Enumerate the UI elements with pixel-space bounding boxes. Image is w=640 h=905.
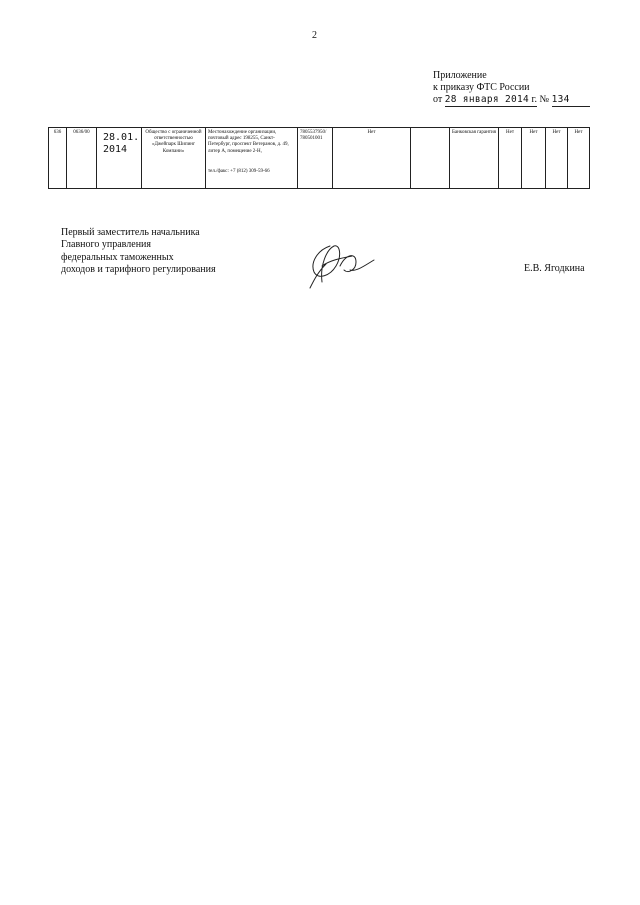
appendix-title: Приложение <box>433 70 487 81</box>
signatory-line-1: Первый заместитель начальника <box>61 227 200 238</box>
cell-organization: Общество с ограниченной ответственностью «Джейпарк Шипинг Компани» <box>145 130 202 154</box>
cell-col10: Нет <box>505 130 514 135</box>
cell-phone: тел./факс: +7 (812) 309-59-66 <box>208 169 270 174</box>
order-date: 28 января 2014 <box>444 94 530 105</box>
signatory-name: Е.В. Ягодкина <box>524 263 585 274</box>
number-label: № <box>539 94 550 105</box>
cell-col11: Нет <box>529 130 538 135</box>
appendix-header <box>433 70 590 107</box>
cell-number: 636 <box>53 130 62 135</box>
cell-date-line1: 28.01. <box>103 132 140 143</box>
cell-address: Местонахождение организации, почтовый адрес 198255, Санкт-Петербург, проспект Ветеранов, д. 49, литер А, помещение 2-Н, <box>208 130 289 154</box>
cell-col7: Нет <box>367 130 376 135</box>
year-suffix: г. <box>531 94 538 105</box>
signatory-line-4: доходов и тарифного регулирования <box>61 264 216 276</box>
cell-registration-number: 0636/00 <box>73 130 90 135</box>
cell-guarantee: Банковская гарантия <box>452 130 496 135</box>
appendix-date-line <box>433 94 590 107</box>
registry-table <box>48 127 590 189</box>
cell-col12: Нет <box>552 130 561 135</box>
cell-col13: Нет <box>574 130 583 135</box>
cell-date <box>103 132 141 156</box>
order-number: 134 <box>551 94 570 105</box>
page-number: 2 <box>312 30 317 41</box>
handwritten-signature <box>300 236 380 292</box>
date-prefix: от <box>433 94 443 105</box>
cell-inn-kpp: 7805537950/ 780501001 <box>300 130 327 142</box>
signatory-title <box>61 227 216 277</box>
cell-date-line2: 2014 <box>103 144 128 155</box>
signatory-line-2: Главного управления <box>61 239 151 251</box>
signatory-line-3: федеральных таможенных <box>61 251 174 263</box>
appendix-order-ref: к приказу ФТС России <box>433 82 530 93</box>
